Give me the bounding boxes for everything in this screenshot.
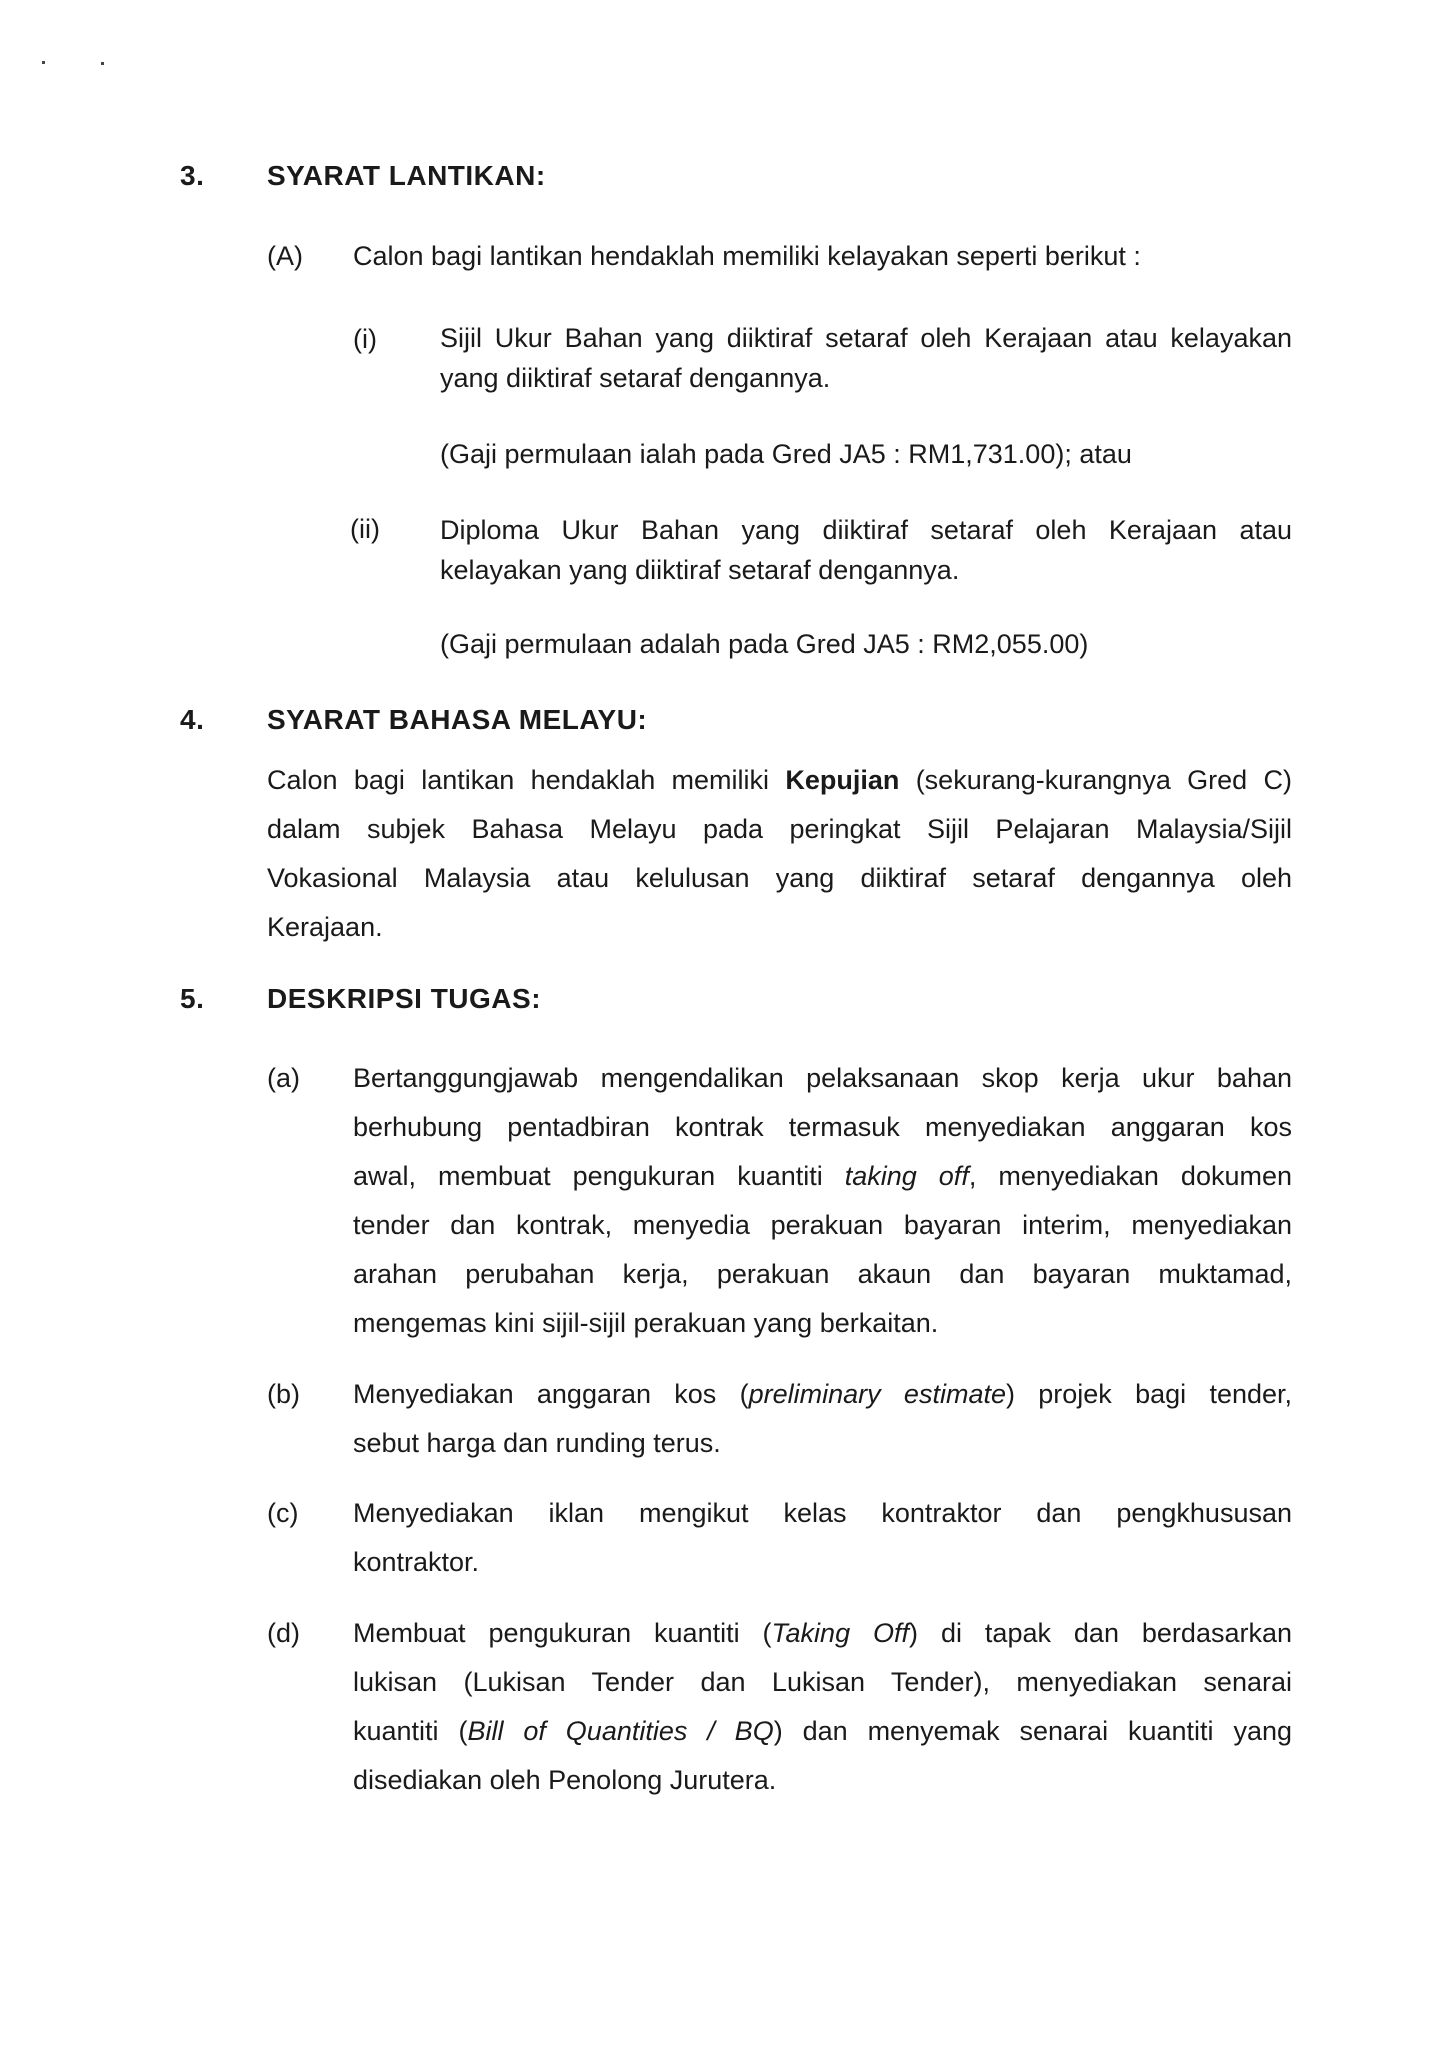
duty-b-label: (b) [267,1379,300,1409]
scan-speck [101,62,104,65]
duty-a-text: Bertanggungjawab mengendalikan pelaksanaan skop kerja ukur bahan berhubung pentadbiran kontrak termasuk menyediakan anggaran kos awal, membuat pengukuran kuantiti taking off, menyediakan dokumen tender dan kontrak, menyedia perakuan bayaran interim, menyediakan arahan perubahan kerja, perakuan akaun dan bayaran muktamad, mengemas kini sijil-sijil perakuan yang berkaitan. [353,1063,1292,1338]
duty-d-label: (d) [267,1618,300,1648]
qualification-i-salary: (Gaji permulaan ialah pada Gred JA5 : RM1,731.00); atau [440,439,1132,469]
duty-c-label: (c) [267,1498,299,1528]
qualification-i-text: Sijil Ukur Bahan yang diiktiraf setaraf oleh Kerajaan atau kelayakan yang diiktiraf setaraf dengannya. [440,323,1292,393]
qualification-ii-label: (ii) [350,514,380,544]
section-4-heading: SYARAT BAHASA MELAYU: [267,704,648,735]
section-5-number: 5. [180,983,205,1014]
qualification-ii-salary: (Gaji permulaan adalah pada Gred JA5 : RM2,055.00) [440,629,1089,659]
qualification-ii-text: Diploma Ukur Bahan yang diiktiraf setaraf oleh Kerajaan atau kelayakan yang diiktiraf setaraf dengannya. [440,515,1292,585]
duty-d-text: Membuat pengukuran kuantiti (Taking Off) di tapak dan berdasarkan lukisan (Lukisan Tender dan Lukisan Tender), menyediakan senarai kuantiti (Bill of Quantities / BQ) dan menyemak senarai kuantiti yang disediakan oleh Penolong Jurutera. [353,1618,1292,1795]
duty-c-text: Menyediakan iklan mengikut kelas kontraktor dan pengkhususan kontraktor. [353,1498,1292,1577]
duty-b-text: Menyediakan anggaran kos (preliminary estimate) projek bagi tender, sebut harga dan runding terus. [353,1379,1293,1458]
duty-a-label: (a) [267,1063,300,1093]
scan-speck [42,61,45,64]
section-3-heading: SYARAT LANTIKAN: [267,160,546,191]
qualification-i-label: (i) [353,324,377,354]
section-4-paragraph: Calon bagi lantikan hendaklah memiliki Kepujian (sekurang-kurangnya Gred C) dalam subjek Bahasa Melayu pada peringkat Sijil Pelajaran Malaysia/Sijil Vokasional Malaysia atau kelulusan yang diiktiraf setaraf dengannya oleh Kerajaan. [267,765,1292,942]
section-3-a-intro: Calon bagi lantikan hendaklah memiliki kelayakan seperti berikut : [353,241,1141,271]
section-4-number: 4. [180,704,205,735]
section-5-heading: DESKRIPSI TUGAS: [267,983,542,1014]
section-3-a-label: (A) [267,241,303,271]
section-3-number: 3. [180,160,205,191]
